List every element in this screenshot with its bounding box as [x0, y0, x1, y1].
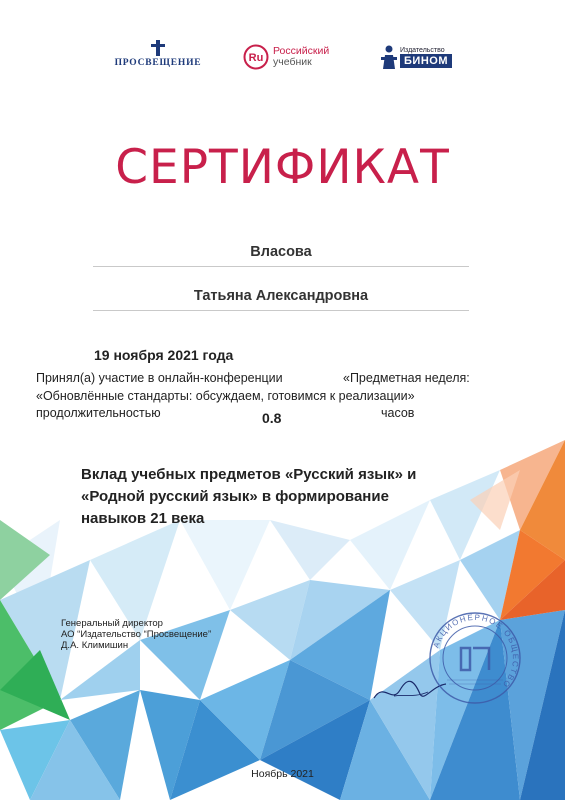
topic-line3: навыков 21 века — [81, 510, 205, 527]
certificate-title: СЕРТИФИКАТ — [115, 140, 450, 195]
issue-month: Ноябрь 2021 — [251, 768, 314, 780]
ru-logo-line2: учебник — [273, 56, 312, 68]
signatory-company: АО “Издательство “Просвещение” — [61, 629, 212, 640]
signatory-name: Д.А. Климишин — [61, 640, 129, 651]
ru-logo-line1: Российский — [273, 45, 330, 57]
event-name-line2: «Обновлённые стандарты: обсуждаем, готовимся к реализации» — [36, 389, 415, 403]
binom-small-text: Издательство — [400, 46, 445, 54]
topic-heading — [81, 464, 481, 530]
prosveshchenie-logo-text: ПРОСВЕЩЕНИЕ — [114, 58, 202, 68]
duration-unit: часов — [381, 406, 415, 420]
company-seal — [427, 610, 523, 706]
binom-logo-text — [400, 47, 452, 68]
recipient-given-names: Татьяна Александровна — [93, 288, 469, 311]
reader-figure-icon — [381, 45, 397, 69]
prosveshchenie-emblem-icon — [151, 40, 165, 56]
signatory-position: Генеральный директор — [61, 618, 163, 629]
duration-value: 0.8 — [262, 410, 282, 426]
event-date: 19 ноября 2021 года — [94, 347, 234, 363]
ru-mark-text: Ru — [248, 52, 264, 64]
topic-line2: «Родной русский язык» в формирование — [81, 488, 389, 505]
recipient-surname: Власова — [93, 244, 469, 267]
duration-label: продолжительностью — [36, 406, 161, 420]
binom-name: БИНОМ — [400, 54, 452, 68]
seal-ring-text: АКЦИОНЕРНОЕ ОБЩЕСТВО — [431, 612, 521, 690]
ru-circle-icon — [243, 44, 269, 70]
event-name-line1: «Предметная неделя: — [343, 371, 470, 385]
prosveshchenie-logo — [103, 40, 213, 74]
topic-line1: Вклад учебных предметов «Русский язык» и — [81, 466, 417, 483]
participation-text: Принял(а) участие в онлайн-конференции — [36, 371, 283, 385]
binom-logo — [381, 40, 452, 74]
russian-textbook-logo-text — [273, 46, 329, 68]
signatory-block — [61, 618, 211, 651]
russian-textbook-logo — [243, 40, 329, 74]
